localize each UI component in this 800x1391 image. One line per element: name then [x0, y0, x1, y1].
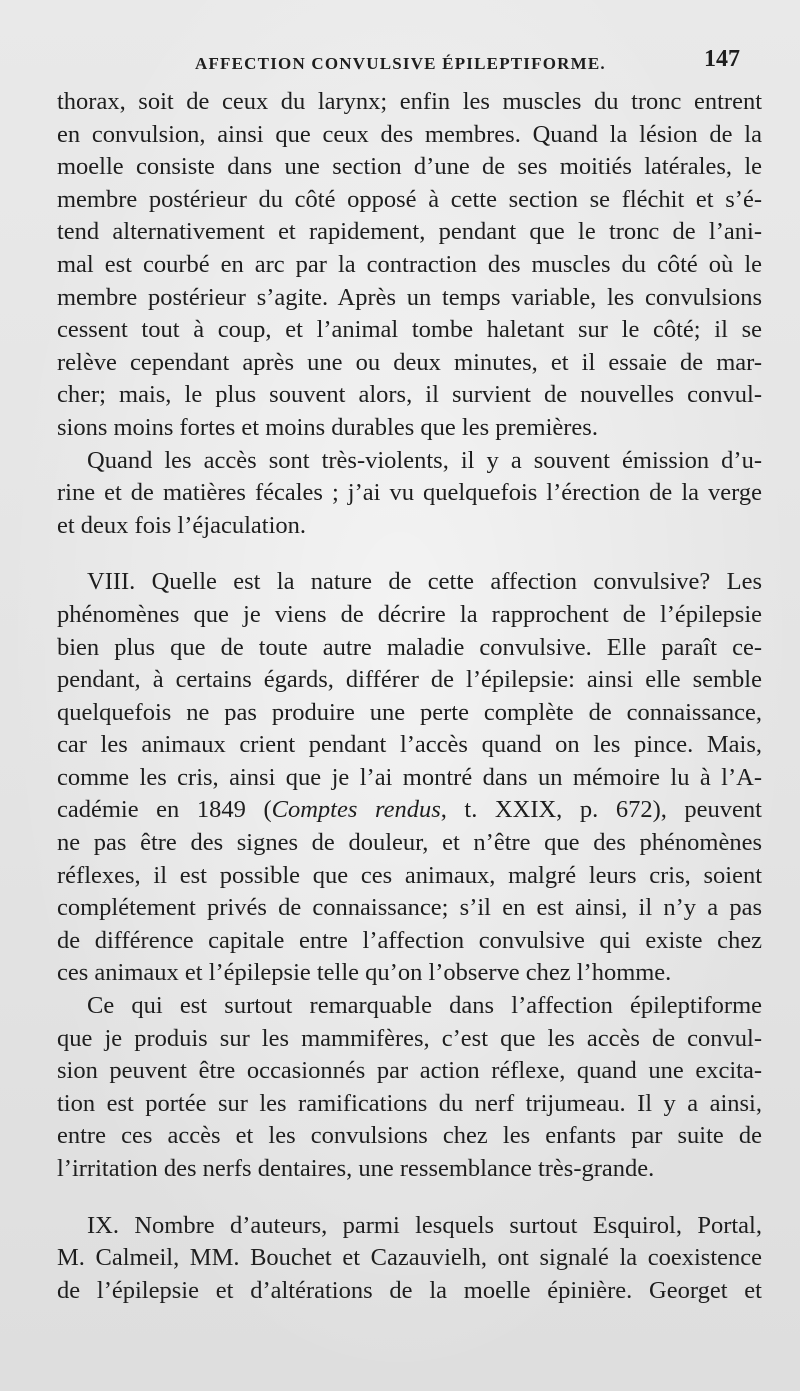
paragraph-2 [57, 445, 762, 543]
text-line: de l’épilepsie et d’altérations de la moelle épinière. Georget et [57, 1276, 762, 1304]
paragraph-1 [57, 86, 762, 445]
text-line: membre postérieur du côté opposé à cette section se fléchit et s’é- [57, 185, 762, 213]
text-line: l’irritation des nerfs dentaires, une ressemblance très-grande. [57, 1155, 655, 1182]
text-line: entre ces accès et les convulsions chez les enfants par suite de [57, 1122, 762, 1150]
text-line: que je produis sur les mammifères, c’est que les accès de convul- [57, 1024, 762, 1052]
text-line: Quand les accès sont très-violents, il y a souvent émission d’u- [87, 446, 762, 474]
text-line: de différence capitale entre l’affection convulsive qui existe chez [57, 926, 762, 954]
text-line: et deux fois l’éjaculation. [57, 511, 306, 539]
text-line: sion peuvent être occasionnés par action réflexe, quand une excita- [57, 1057, 762, 1085]
paragraph-section-viii [57, 566, 762, 990]
text-line: Ce qui est surtout remarquable dans l’affection épileptiforme [87, 992, 762, 1020]
text-line: moelle consiste dans une section d’une de ses moitiés latérales, le [57, 153, 762, 181]
text-line: tion est portée sur les ramifications du nerf trijumeau. Il y a ainsi, [57, 1089, 762, 1117]
page-number: 147 [704, 46, 740, 72]
text-line: rine et de matières fécales ; j’ai vu quelquefois l’érection de la verge [57, 479, 762, 507]
text-line: IX. Nombre d’auteurs, parmi lesquels surtout Esquirol, Portal, [87, 1211, 762, 1239]
text-line: mal est courbé en arc par la contraction des muscles du côté où le [57, 250, 762, 278]
text-line: membre postérieur s’agite. Après un temps variable, les convulsions [57, 283, 762, 311]
text-line: car les animaux crient pendant l’accès quand on les pince. Mais, [57, 731, 762, 759]
text-line: cadémie en 1849 (Comptes rendus, t. XXIX, p. 672), peuvent [57, 796, 762, 824]
text-line: thorax, soit de ceux du larynx; enfin les muscles du tronc entrent [57, 88, 762, 115]
journal-title-italic: Comptes rendus [271, 796, 441, 824]
text-line: tend alternativement et rapidement, pendant que le tronc de l’ani- [57, 218, 762, 246]
text-line: réflexes, il est possible que ces animaux, malgré leurs cris, soient [57, 861, 762, 889]
text-line: pendant, à certains égards, différer de l’épilepsie: ainsi elle semble [57, 666, 762, 694]
section-gap [57, 542, 762, 566]
text-line: quelquefois ne pas produire une perte complète de connaissance, [57, 698, 762, 726]
text-line: VIII. Quelle est la nature de cette affection convulsive? Les [87, 568, 762, 596]
text-line: en convulsion, ainsi que ceux des membres. Quand la lésion de la [57, 120, 762, 148]
paragraph-section-ix [57, 1210, 762, 1308]
text-line: phénomènes que je viens de décrire la rapprochent de l’épilepsie [57, 600, 762, 628]
paragraph-4 [57, 990, 762, 1186]
running-title: AFFECTION CONVULSIVE ÉPILEPTIFORME. [195, 54, 606, 73]
text-line: complétement privés de connaissance; s’il en est ainsi, il n’y a pas [57, 894, 762, 922]
text-line: sions moins fortes et moins durables que les premières. [57, 413, 598, 441]
text-line: cessent tout à coup, et l’animal tombe haletant sur le côté; il se [57, 316, 762, 344]
text-line: cher; mais, le plus souvent alors, il survient de nouvelles convul- [57, 381, 762, 409]
body-text [57, 86, 762, 1307]
text-line: ces animaux et l’épilepsie telle qu’on l’observe chez l’homme. [57, 959, 672, 987]
text-line: relève cependant après une ou deux minutes, et il essaie de mar- [57, 348, 762, 376]
section-gap [57, 1186, 762, 1210]
text-line: comme les cris, ainsi que je l’ai montré dans un mémoire lu à l’A- [57, 763, 762, 791]
text-line: bien plus que de toute autre maladie convulsive. Elle paraît ce- [57, 633, 762, 661]
text-line: M. Calmeil, MM. Bouchet et Cazauvielh, ont signalé la coexistence [57, 1244, 762, 1272]
text-line: ne pas être des signes de douleur, et n’être que des phénomènes [57, 829, 762, 857]
